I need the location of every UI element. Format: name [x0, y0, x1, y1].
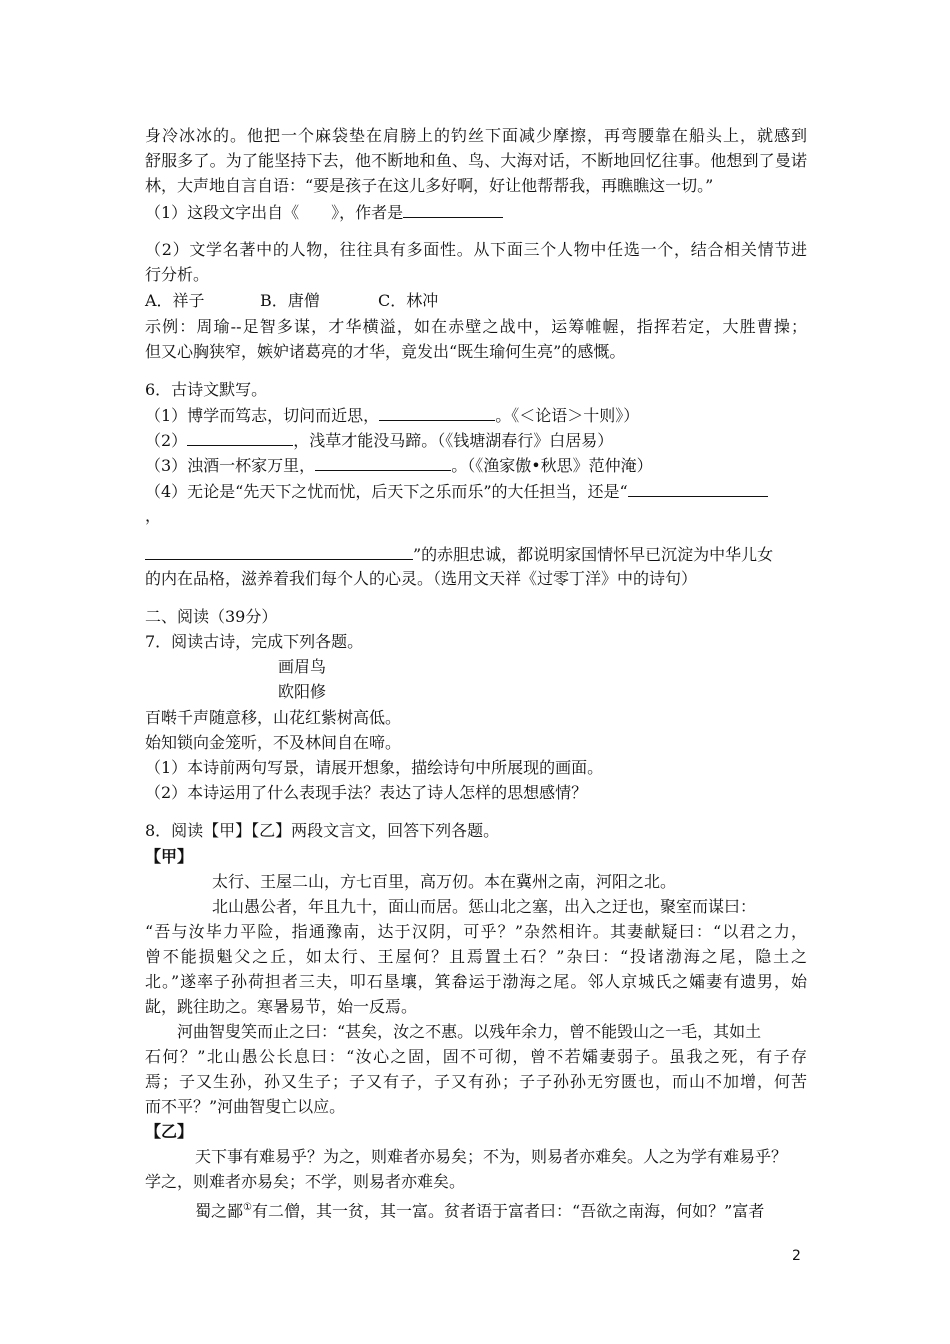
question-6-4	[145, 479, 768, 504]
answer-blank[interactable]	[403, 200, 503, 218]
page-number: 2	[792, 1248, 801, 1264]
question-5-2-cont: 行分析。	[145, 265, 210, 284]
example-line: 但又心胸狭窄，嫉妒诸葛亮的才华，竟发出“既生瑜何生亮”的感慨。	[145, 342, 626, 361]
answer-blank[interactable]	[187, 428, 293, 446]
passage-line: 石何？”北山愚公长息曰：“汝心之固，固不可彻，曾不若孀妻弱子。虽我之死，有子存	[145, 1047, 807, 1066]
question-text: （2）	[145, 431, 188, 450]
footnote-marker[interactable]: ①	[243, 1202, 252, 1213]
passage-line: 北山愚公者，年且九十，面山而居。惩山北之塞，出入之迂也，聚室而谋曰：	[212, 897, 757, 916]
question-text: （1）这段文字出自《 》，作者是	[145, 203, 404, 222]
question-text: 。（《渔家傲•秋思》范仲淹）	[451, 456, 653, 475]
answer-blank[interactable]	[628, 479, 768, 497]
question-7-heading: 7．阅读古诗，完成下列各题。	[145, 632, 364, 651]
poem-author: 欧阳修	[278, 682, 327, 701]
passage-line	[195, 1196, 764, 1223]
option-b: B．唐僧	[260, 291, 320, 310]
question-text: ”的赤胆忠诚，都说明家国情怀早已沉淀为中华儿女	[413, 545, 774, 564]
passage-line: 身冷冰冰的。他把一个麻袋垫在肩膀上的钓丝下面减少摩擦，再弯腰靠在船头上，就感到	[145, 126, 807, 145]
question-7-1: （1）本诗前两句写景，请展开想象，描绘诗句中所展现的画面。	[145, 758, 604, 777]
answer-blank[interactable]	[379, 403, 495, 421]
question-6-4-cont	[145, 542, 773, 567]
question-text: 。《＜论语＞十则》）	[495, 406, 640, 425]
passage-line: 天下事有难易乎？为之，则难者亦易矣；不为，则易者亦难矣。人之为学有难易乎？	[195, 1147, 788, 1166]
passage-text: 蜀之鄙	[195, 1201, 244, 1221]
passage-line: 北。”遂率子孙荷担者三夫，叩石垦壤，箕畚运于渤海之尾。邻人京城氏之孀妻有遗男，始	[145, 972, 807, 991]
passage-line: 太行、王屋二山，方七百里，高万仞。本在冀州之南，河阳之北。	[212, 872, 677, 891]
passage-jia-label: 【甲】	[145, 847, 194, 866]
passage-line: 舒服多了。为了能坚持下去，他不断地和鱼、鸟、大海对话，不断地回忆往事。他想到了曼诺	[145, 151, 807, 170]
passage-line: 龀，跳往助之。寒暑易节，始一反焉。	[145, 997, 418, 1016]
poem-line: 百啭千声随意移，山花红紫树高低。	[145, 708, 402, 727]
passage-line: “吾与汝毕力平险，指通豫南，达于汉阴，可乎？”杂然相许。其妻献疑曰：“以君之力，	[145, 922, 807, 941]
question-6-3	[145, 453, 653, 478]
passage-line: 而不平？”河曲智叟亡以应。	[145, 1097, 346, 1116]
passage-line: 曾不能损魁父之丘，如太行、王屋何？且焉置土石？”杂曰：“投诸渤海之尾，隐土之	[145, 947, 807, 966]
example-line: 示例：周瑜--足智多谋，才华横溢，如在赤壁之战中，运筹帷幄，指挥若定，大胜曹操；	[145, 317, 807, 336]
section-heading: 二、阅读（39分）	[145, 607, 278, 626]
question-text: （1）博学而笃志，切问而近思，	[145, 406, 380, 425]
question-6-2	[145, 428, 613, 453]
poem-line: 始知锁向金笼听，不及林间自在啼。	[145, 733, 402, 752]
option-c: C．林冲	[378, 291, 439, 310]
question-6-4-comma: ，	[145, 506, 162, 525]
passage-line: 林，大声地自言自语：“要是孩子在这儿多好啊，好让他帮帮我，再瞧瞧这一切。”	[145, 176, 714, 195]
passage-text: 有二僧，其一贫，其一富。贫者语于富者曰：“吾欲之南海，何如？”富者	[251, 1201, 765, 1221]
question-8-heading: 8．阅读【甲】【乙】两段文言文，回答下列各题。	[145, 821, 500, 840]
question-text: （3）浊酒一杯家万里，	[145, 456, 316, 475]
passage-yi-label: 【乙】	[145, 1122, 194, 1141]
answer-blank[interactable]	[145, 542, 413, 560]
question-5-1	[145, 200, 503, 225]
question-text: （4）无论是“先天下之忧而忧，后天下之乐而乐”的大任担当，还是“	[145, 482, 628, 501]
question-text: ，浅草才能没马蹄。（《钱塘湖春行》白居易）	[293, 431, 614, 450]
answer-blank[interactable]	[315, 453, 451, 471]
passage-line: 河曲智叟笑而止之曰：“甚矣，汝之不惠。以残年余力，曾不能毁山之一毛，其如土	[177, 1022, 762, 1041]
poem-title: 画眉鸟	[278, 657, 327, 676]
question-6-4-cont: 的内在品格，滋养着我们每个人的心灵。（选用文天祥《过零丁洋》中的诗句）	[145, 569, 698, 588]
question-6-1	[145, 403, 639, 428]
passage-line: 学之，则难者亦易矣；不学，则易者亦难矣。	[145, 1172, 466, 1191]
passage-line: 焉；子又生孙，孙又生子；子又有子，子又有孙；子子孙孙无穷匮也，而山不加增，何苦	[145, 1072, 807, 1091]
question-7-2: （2）本诗运用了什么表现手法？表达了诗人怎样的思想感情？	[145, 783, 588, 802]
question-5-2: （2）文学名著中的人物，往往具有多面性。从下面三个人物中任选一个，结合相关情节进	[145, 240, 807, 259]
question-6-heading: 6．古诗文默写。	[145, 380, 268, 399]
option-a: A．祥子	[145, 291, 205, 310]
